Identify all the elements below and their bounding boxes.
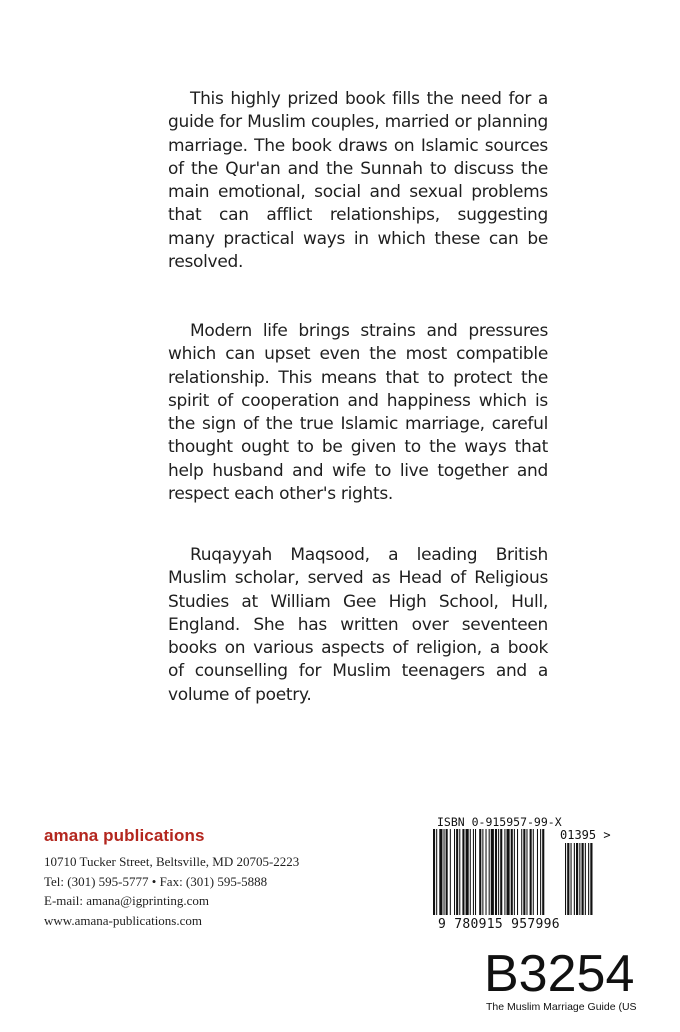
sticker-stock-code: B3254	[484, 945, 635, 1003]
barcode-digits: 9 780915 957996	[438, 917, 560, 932]
paragraph-text: Modern life brings strains and pressures which can upset even the most compatible relationship. This means that to protect the spirit of cooperation and happiness which is the sign of the true Islamic marriage, careful thought ought to be given to the ways that help husband and wife to live together and respect each other's rights.	[168, 321, 548, 505]
publisher-website: www.amana-publications.com	[44, 912, 202, 928]
paragraph-text: Ruqayyah Maqsood, a leading British Muslim scholar, served as Head of Religious Studies at William Gee High School, Hull, England. She has written over seventeen books on various aspects of religion, a book of counselling for Muslim teenagers and a volume of poetry.	[168, 545, 548, 705]
publisher-block	[44, 826, 299, 930]
author-bio-paragraph	[168, 544, 548, 707]
description-paragraph-1	[168, 88, 548, 274]
isbn-label: ISBN 0-915957-99-X	[437, 815, 562, 829]
sticker-title: The Muslim Marriage Guide (US	[486, 1001, 637, 1013]
publisher-email: E-mail: amana@igprinting.com	[44, 893, 210, 909]
publisher-address: 10710 Tucker Street, Beltsville, MD 20705-2223	[44, 854, 300, 869]
barcode-addon-digits: 01395 >	[560, 828, 611, 842]
description-paragraph-2	[168, 320, 548, 506]
publisher-name: amana publications	[44, 826, 205, 845]
publisher-phone-fax: Tel: (301) 595-5777 • Fax: (301) 595-5888	[44, 873, 268, 889]
paragraph-text: This highly prized book fills the need for a guide for Muslim couples, married or planning marriage. The book draws on Islamic sources of the Qur'an and the Sunnah to discuss the main emotional, social and sexual problems that can afflict relationships, suggesting many practical ways in which these can be resolved.	[168, 89, 548, 273]
